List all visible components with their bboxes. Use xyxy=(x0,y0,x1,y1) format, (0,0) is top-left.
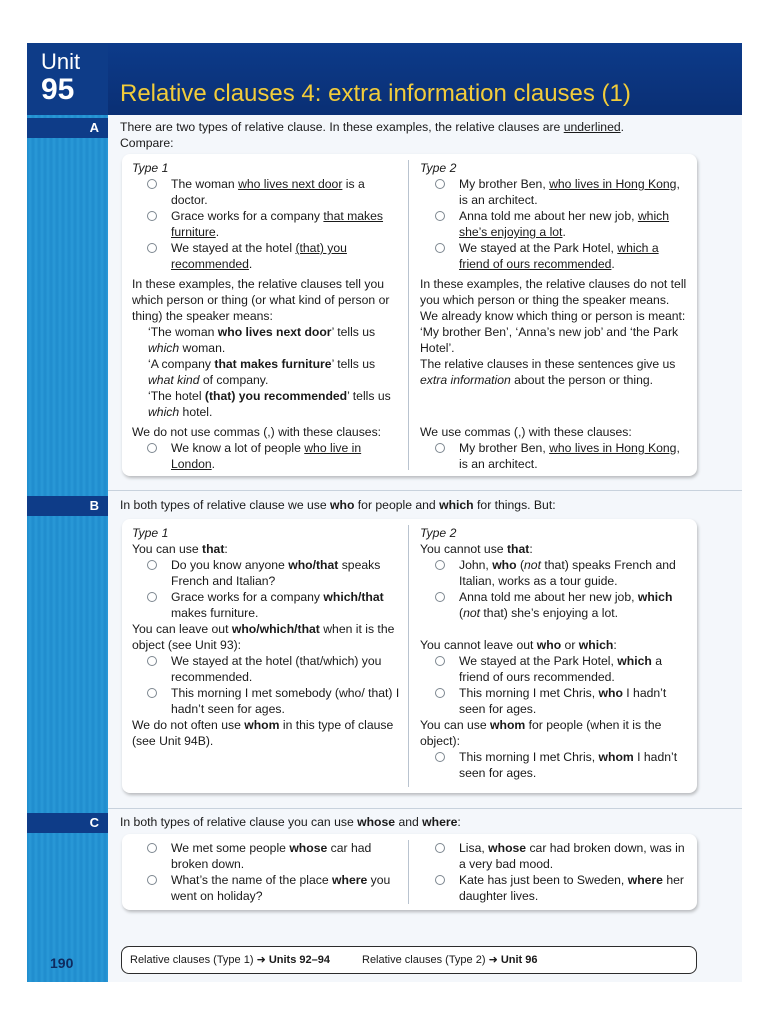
rule-bold: that xyxy=(202,542,225,556)
circle-bullet-icon xyxy=(147,560,157,570)
relative-clause: who lives in Hong Kong xyxy=(549,441,677,455)
example xyxy=(420,176,690,208)
circle-bullet-icon xyxy=(435,843,445,853)
circle-bullet-icon xyxy=(435,443,445,453)
example-text: My brother Ben, xyxy=(459,441,550,455)
section-c-box xyxy=(122,834,697,910)
example xyxy=(420,557,690,589)
circle-bullet-icon xyxy=(435,875,445,885)
example xyxy=(420,749,690,781)
type-2-column xyxy=(420,525,690,781)
explanation-quote xyxy=(132,324,402,356)
explanation-text: In these examples, the relative clauses tell you which person or thing (or what kind of person or thing) the speaker means: xyxy=(132,277,390,323)
rule-text xyxy=(132,717,402,749)
example-text: . xyxy=(562,225,566,239)
unit-number: 95 xyxy=(41,73,75,106)
explanation-quote xyxy=(132,388,402,420)
rule-text xyxy=(132,541,402,557)
intro-bold: where xyxy=(422,815,458,829)
example-text: makes furniture. xyxy=(171,606,259,620)
intro-text: for people and xyxy=(354,498,440,512)
example-text: , is an architect. xyxy=(459,441,680,471)
example xyxy=(420,653,690,685)
page-title: Relative clauses 4: extra information clauses (1) xyxy=(120,80,631,107)
rule-part: : xyxy=(224,542,228,556)
circle-bullet-icon xyxy=(435,560,445,570)
example xyxy=(132,653,402,685)
section-b-intro xyxy=(120,497,720,513)
circle-bullet-icon xyxy=(435,688,445,698)
example xyxy=(420,240,690,272)
reference-units: Unit 96 xyxy=(497,954,538,966)
example-text: We stayed at the Park Hotel, xyxy=(459,654,618,668)
explanation-text xyxy=(420,356,690,388)
example-bold: who xyxy=(492,558,517,572)
quote-bold: who lives next door xyxy=(217,325,332,339)
circle-bullet-icon xyxy=(147,688,157,698)
example-bold: which/that xyxy=(323,590,384,604)
example-bold: where xyxy=(332,873,368,887)
example-text: We met some people xyxy=(171,841,290,855)
explanation-italic: extra information xyxy=(420,373,511,387)
rule-part: or xyxy=(561,638,579,652)
example-text: My brother Ben, xyxy=(459,177,550,191)
left-column xyxy=(132,840,402,904)
circle-bullet-icon xyxy=(147,875,157,885)
circle-bullet-icon xyxy=(435,592,445,602)
circle-bullet-icon xyxy=(435,752,445,762)
example-text: Lisa, xyxy=(459,841,489,855)
arrow-right-icon: ➜ xyxy=(488,954,498,966)
example-text: Do you know anyone xyxy=(171,558,289,572)
example-text: , is an architect. xyxy=(459,177,680,207)
example-bold: which xyxy=(617,654,652,668)
section-c-tab: C xyxy=(27,813,108,833)
example-text: We know a lot of people xyxy=(171,441,305,455)
example xyxy=(420,840,690,872)
rule-part: for people (when it is the object): xyxy=(420,718,662,748)
section-b-tab: B xyxy=(27,496,108,516)
explanation-text: In these examples, the relative clauses do not tell you which person or thing the speaker means. We already know which thing or person is meant: ‘My brother Ben’, ‘Anna’s new job’ and ‘the Park Hotel’. xyxy=(420,277,687,355)
explanation-part: The relative clauses in these sentences give us xyxy=(420,357,676,371)
example-text: a friend of ours recommended. xyxy=(459,654,663,684)
explanation-part: about the person or thing. xyxy=(510,373,654,387)
example-text: I hadn’t seen for ages. xyxy=(459,750,678,780)
intro-bold: which xyxy=(439,498,474,512)
section-a-tab: A xyxy=(27,118,108,138)
rule-text xyxy=(420,637,690,653)
example xyxy=(132,208,402,240)
rule-part: : xyxy=(613,638,617,652)
example xyxy=(132,589,402,621)
rule-bold: which xyxy=(578,638,614,652)
example-text: The woman xyxy=(171,177,239,191)
quote-text: of company. xyxy=(199,373,269,387)
intro-underlined: underlined xyxy=(563,120,621,134)
example-text: . xyxy=(215,225,220,239)
example xyxy=(420,589,690,621)
example-bold: where xyxy=(627,873,663,887)
circle-bullet-icon xyxy=(147,243,157,253)
example-text: car had broken down. xyxy=(171,841,372,871)
intro-text: . xyxy=(620,120,625,134)
rule-part: in this type of clause (see Unit 94B). xyxy=(132,718,394,748)
reference-units: Units 92–94 xyxy=(265,954,330,966)
rule-part: when it is the object (see Unit 93): xyxy=(132,622,395,652)
example xyxy=(132,840,402,872)
type-1-label: Type 1 xyxy=(132,526,169,540)
example-text: . xyxy=(211,457,216,471)
example xyxy=(420,208,690,240)
example-text: This morning I met somebody (who/ that) I hadn’t seen for ages. xyxy=(171,686,400,716)
rule-part: You cannot leave out xyxy=(420,638,537,652)
example-text: I hadn’t seen for ages. xyxy=(459,686,667,716)
example-italic: not xyxy=(524,558,541,572)
commas-rule: We do not use commas (,) with these clauses: xyxy=(132,425,382,439)
section-a-box xyxy=(122,154,697,476)
example xyxy=(132,872,402,904)
example xyxy=(420,685,690,717)
example-text: This morning I met Chris, xyxy=(459,750,599,764)
section-a-intro xyxy=(120,119,720,151)
section-divider xyxy=(108,808,742,809)
circle-bullet-icon xyxy=(435,211,445,221)
rule-part: You cannot use xyxy=(420,542,507,556)
intro-text: There are two types of relative clause. In these examples, the relative clauses are xyxy=(120,120,564,134)
example-text: Anna told me about her new job, xyxy=(459,209,638,223)
relative-clause: that makes furniture xyxy=(171,209,384,239)
example-bold: which xyxy=(637,590,673,604)
example-bold: who xyxy=(598,686,623,700)
rule-bold: who/which/that xyxy=(231,622,320,636)
example-text: ( xyxy=(516,558,525,572)
quote-text: woman. xyxy=(179,341,226,355)
rule-part: : xyxy=(529,542,533,556)
example-bold: whose xyxy=(488,841,527,855)
example-text: Anna told me about her new job, xyxy=(459,590,638,604)
column-divider xyxy=(408,525,409,787)
example-text: that) she’s enjoying a lot. xyxy=(480,606,618,620)
relative-clause: (that) you recommended xyxy=(171,241,347,271)
quote-text: ‘The woman xyxy=(148,325,218,339)
page-number: 190 xyxy=(50,955,74,971)
unit-label: Unit xyxy=(41,49,81,74)
cross-reference-box xyxy=(121,946,697,974)
example-text: We stayed at the Park Hotel, xyxy=(459,241,618,255)
example-text: This morning I met Chris, xyxy=(459,686,599,700)
example xyxy=(420,872,690,904)
relative-clause: which a friend of ours recommended xyxy=(459,241,659,271)
relative-clause: who lives next door xyxy=(238,177,343,191)
intro-bold: whose xyxy=(357,815,396,829)
example-text: you went on holiday? xyxy=(171,873,391,903)
example-text: that) speaks French and Italian, works as a tour guide. xyxy=(459,558,676,588)
quote-italic: which xyxy=(148,405,180,419)
example-text: Grace works for a company xyxy=(171,209,324,223)
circle-bullet-icon xyxy=(147,443,157,453)
rule-part: You can leave out xyxy=(132,622,232,636)
quote-bold: that makes furniture xyxy=(214,357,332,371)
relative-clause: who lives in Hong Kong xyxy=(549,177,677,191)
intro-text: for things. But: xyxy=(473,498,556,512)
intro-bold: who xyxy=(330,498,355,512)
column-divider xyxy=(408,840,409,904)
rule-text xyxy=(420,541,690,557)
example-bold: who/that xyxy=(288,558,339,572)
type-1-label: Type 1 xyxy=(132,161,169,175)
quote-text: ‘A company xyxy=(148,357,215,371)
quote-text: hotel. xyxy=(179,405,213,419)
intro-text: In both types of relative clause we use xyxy=(120,498,331,512)
quote-italic: what kind xyxy=(148,373,200,387)
reference-text: Relative clauses (Type 2) xyxy=(362,954,489,966)
quote-text: ’ tells us xyxy=(331,357,376,371)
example-text: . xyxy=(611,257,615,271)
quote-text: ‘The hotel xyxy=(148,389,205,403)
circle-bullet-icon xyxy=(435,179,445,189)
quote-italic: which xyxy=(148,341,180,355)
intro-text: and xyxy=(395,815,423,829)
rule-bold: whom xyxy=(490,718,526,732)
rule-text xyxy=(132,621,402,653)
circle-bullet-icon xyxy=(435,656,445,666)
rule-bold: whom xyxy=(244,718,280,732)
example xyxy=(132,240,402,272)
section-c-intro xyxy=(120,814,720,830)
circle-bullet-icon xyxy=(147,211,157,221)
example-text: car had broken down, was in a very bad mood. xyxy=(459,841,685,871)
rule-part: We do not often use xyxy=(132,718,245,732)
example-text: What’s the name of the place xyxy=(171,873,333,887)
commas-rule: We use commas (,) with these clauses: xyxy=(420,425,632,439)
example-text: is a doctor. xyxy=(171,177,365,207)
intro-text: In both types of relative clause you can use xyxy=(120,815,358,829)
example-text: ( xyxy=(459,606,464,620)
reference-text: Relative clauses (Type 1) xyxy=(130,954,257,966)
relative-clause: which she’s enjoying a lot xyxy=(459,209,670,239)
example-text: We stayed at the hotel xyxy=(171,241,296,255)
right-column xyxy=(420,840,690,904)
type-2-label: Type 2 xyxy=(420,161,457,175)
example xyxy=(132,176,402,208)
example xyxy=(132,440,402,472)
section-divider xyxy=(108,490,742,491)
example xyxy=(132,685,402,717)
example-text: speaks French and Italian? xyxy=(171,558,381,588)
example-text: John, xyxy=(459,558,493,572)
example-text: We stayed at the hotel (that/which) you recommended. xyxy=(171,654,382,684)
rule-part: You can use xyxy=(420,718,491,732)
relative-clause: who live in London xyxy=(171,441,362,471)
circle-bullet-icon xyxy=(147,592,157,602)
example xyxy=(420,440,690,472)
rule-bold: that xyxy=(506,542,530,556)
example-text: her daughter lives. xyxy=(459,873,684,903)
circle-bullet-icon xyxy=(147,179,157,189)
circle-bullet-icon xyxy=(435,243,445,253)
type-2-column xyxy=(420,160,690,472)
type-1-column xyxy=(132,160,402,472)
intro-text: : xyxy=(457,815,461,829)
rule-bold: who xyxy=(536,638,562,652)
circle-bullet-icon xyxy=(147,656,157,666)
example xyxy=(132,557,402,589)
type-2-label: Type 2 xyxy=(420,526,457,540)
example-italic: not xyxy=(463,606,481,620)
rule-part: You can use xyxy=(132,542,203,556)
circle-bullet-icon xyxy=(147,843,157,853)
example-text: Kate has just been to Sweden, xyxy=(459,873,628,887)
cross-reference-type-2[interactable] xyxy=(362,953,538,967)
arrow-right-icon: ➜ xyxy=(256,954,266,966)
quote-text: ’ tells us xyxy=(331,325,376,339)
column-divider xyxy=(408,160,409,470)
quote-bold: (that) you recommended xyxy=(204,389,348,403)
explanation-quote xyxy=(132,356,402,388)
section-b-box xyxy=(122,519,697,793)
example-text: Grace works for a company xyxy=(171,590,324,604)
type-1-column xyxy=(132,525,402,749)
cross-reference-type-1[interactable] xyxy=(130,953,330,967)
rule-text xyxy=(420,717,690,749)
example-text: . xyxy=(248,257,253,271)
intro-text: Compare: xyxy=(120,136,174,150)
quote-text: ’ tells us xyxy=(347,389,391,403)
example-bold: whom xyxy=(598,750,634,764)
example-bold: whose xyxy=(289,841,328,855)
